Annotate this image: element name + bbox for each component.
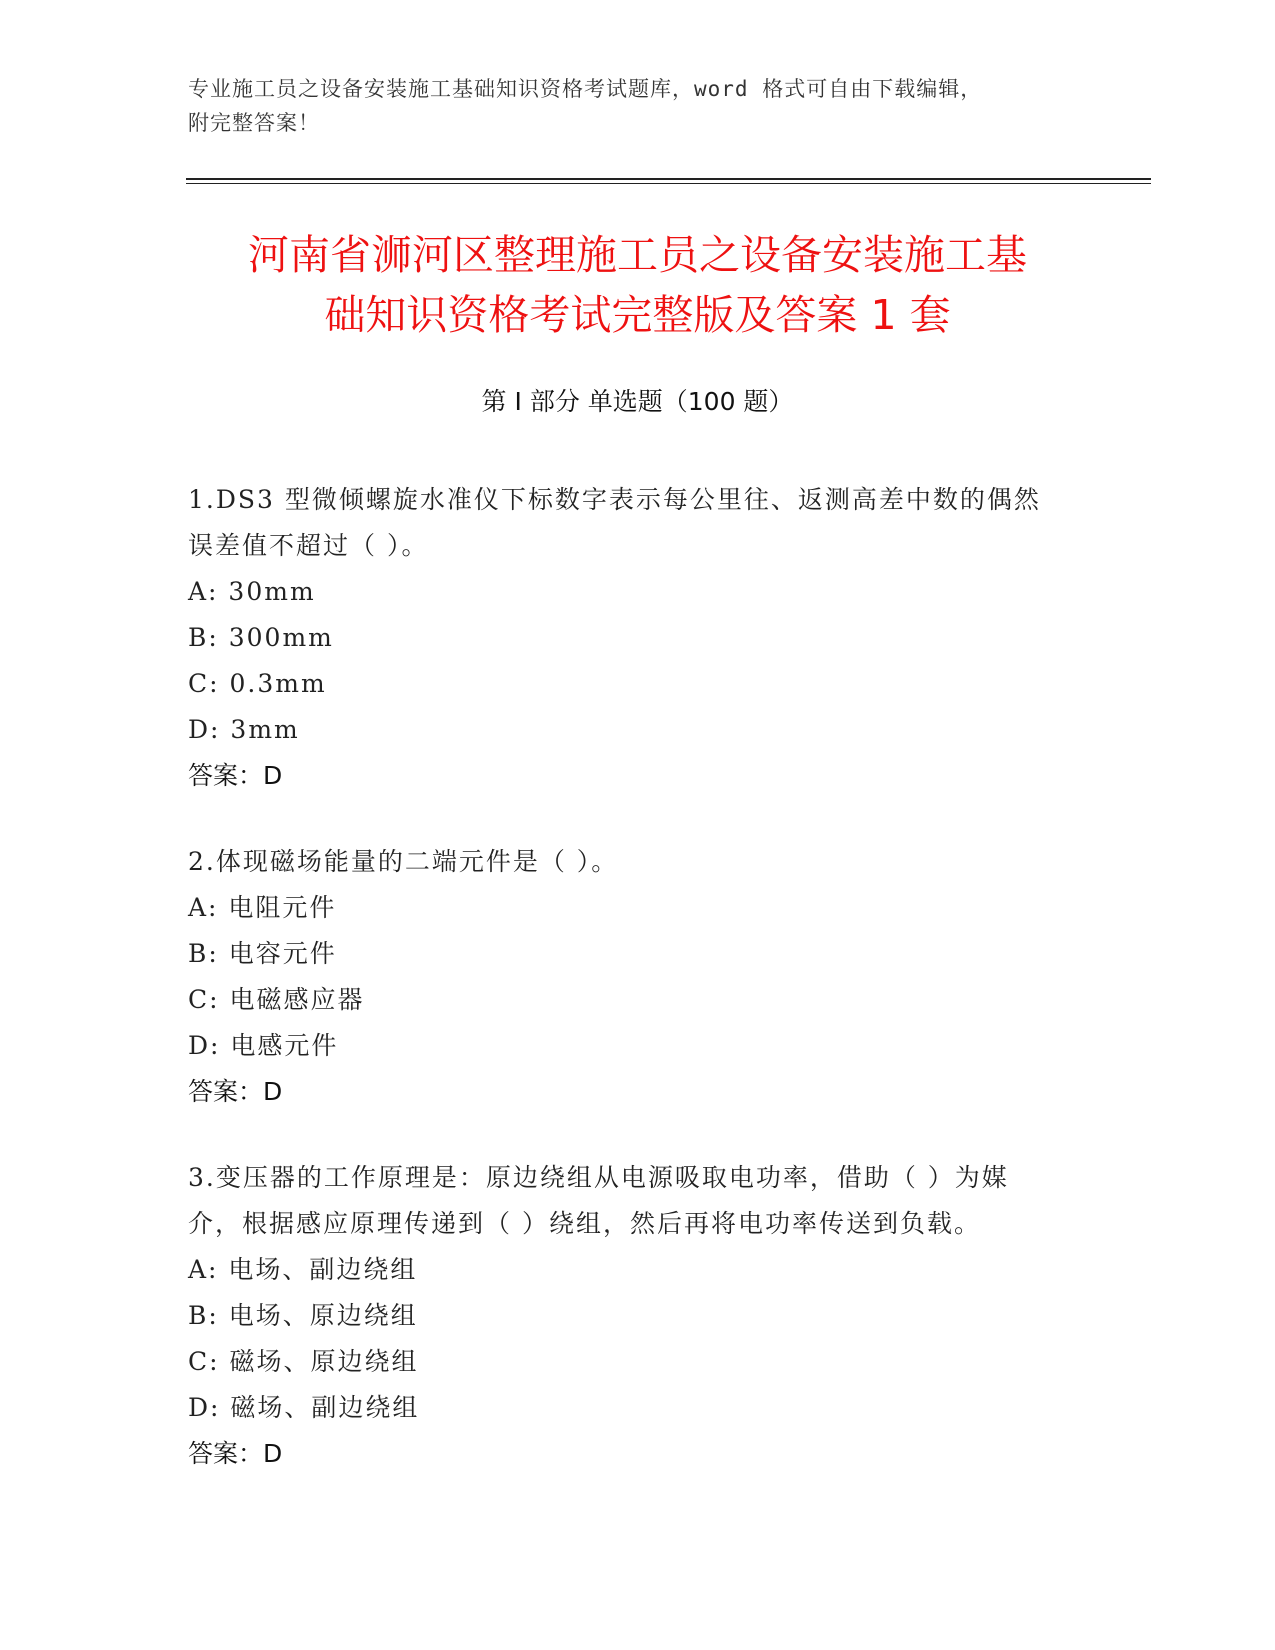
document-title-line: 河南省浉河区整理施工员之设备安装施工基 [248,231,1027,279]
document-title [150,225,1125,345]
option-a: A: 电场、副边绕组 [188,1255,418,1284]
option-d: D: 电感元件 [188,1031,339,1060]
question-item [188,477,1088,799]
header-note-line: 附完整答案！ [188,111,320,135]
header-divider-thin [186,183,1151,184]
header-note [188,72,1088,140]
header-note-line: 专业施工员之设备安装施工基础知识资格考试题库，word 格式可自由下载编辑， [188,77,983,101]
question-stem [188,839,1088,885]
document-title-line: 础知识资格考试完整版及答案 1 套 [324,291,951,339]
question-stem-line: 2.体现磁场能量的二端元件是（ ）。 [188,847,619,876]
answer-key: 答案：D [188,1439,283,1468]
answer-key: 答案：D [188,761,283,790]
option-b: B: 电场、原边绕组 [188,1301,418,1330]
option-a: A: 电阻元件 [188,893,337,922]
answer-key: 答案：D [188,1077,283,1106]
question-stem [188,1155,1088,1247]
question-stem-line: 1.DS3 型微倾螺旋水准仪下标数字表示每公里往、返测高差中数的偶然 [188,485,1041,514]
question-stem-line: 误差值不超过（ ）。 [188,531,429,560]
option-d: D: 3mm [188,715,300,744]
question-item [188,839,1088,1115]
question-stem-line: 介，根据感应原理传递到（ ）绕组，然后再将电功率传送到负载。 [188,1209,981,1238]
question-list [188,477,1088,1517]
option-d: D: 磁场、副边绕组 [188,1393,420,1422]
question-item [188,1155,1088,1477]
question-stem [188,477,1088,569]
header-divider-thick [186,178,1151,180]
section-heading: 第 I 部分 单选题（100 题） [481,387,794,416]
option-c: C: 电磁感应器 [188,985,365,1014]
option-a: A: 30mm [188,577,316,606]
option-b: B: 300mm [188,623,334,652]
option-c: C: 0.3mm [188,669,327,698]
option-b: B: 电容元件 [188,939,337,968]
option-c: C: 磁场、原边绕组 [188,1347,419,1376]
question-stem-line: 3.变压器的工作原理是：原边绕组从电源吸取电功率，借助（ ）为媒 [188,1163,1009,1192]
